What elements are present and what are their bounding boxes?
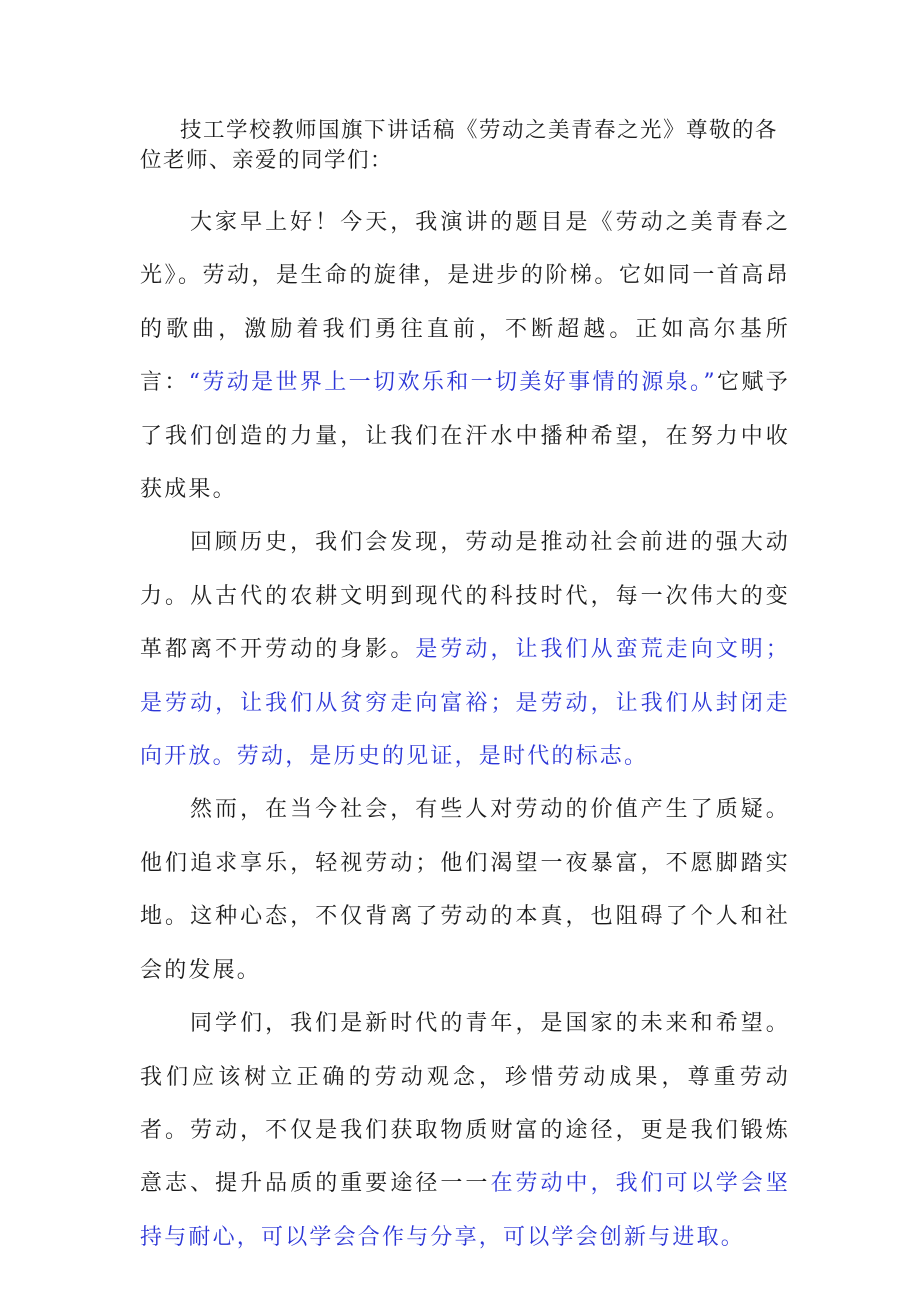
paragraph-4-highlight: 在劳动中，我们可以学会坚持与耐心，可以学会合作与分享，可以学会创新与进取。 — [140, 1171, 790, 1250]
paragraph-1-text: 大家早上好！今天，我演讲的题目是《劳动之美青春之光》。劳动，是生命的旋律，是进步的阶梯。它如同一首高昂的歌曲，激励着我们勇往直前，不断超越。正如高尔基所言： — [140, 210, 790, 396]
paragraph-2 — [140, 516, 790, 783]
paragraph-3: 然而，在当今社会，有些人对劳动的价值产生了质疑。他们追求享乐，轻视劳动；他们渴望一夜暴富，不愿脚踏实地。这种心态，不仅背离了劳动的本真，也阻碍了个人和社会的发展。 — [140, 797, 790, 983]
paragraph-1 — [140, 196, 790, 516]
paragraph-4 — [140, 997, 790, 1264]
document-title: 技工学校教师国旗下讲话稿《劳动之美青春之光》尊敬的各位老师、亲爱的同学们： — [140, 118, 779, 173]
paragraph-4-text: 同学们，我们是新时代的青年，是国家的未来和希望。我们应该树立正确的劳动观念，珍惜劳动成果，尊重劳动者。劳动，不仅是我们获取物质财富的途径，更是我们锻炼意志、提升品质的重要途径一一 — [140, 1011, 790, 1197]
gorky-quote: “劳动是世界上一切欢乐和一切美好事情的源泉。” — [188, 370, 717, 396]
document-body — [140, 196, 790, 1264]
paragraph-1-text-end: 它赋予了我们创造的力量，让我们在汗水中播种希望，在努力中收获成果。 — [140, 370, 790, 503]
paragraph-2-text: 回顾历史，我们会发现，劳动是推动社会前进的强大动力。从古代的农耕文明到现代的科技时代，每一次伟大的变革都离不开劳动的身影。 — [140, 530, 790, 663]
paragraph-2-highlight: 是劳动，让我们从蛮荒走向文明；是劳动，让我们从贫穷走向富裕；是劳动，让我们从封闭走向开放。劳动，是历史的见证，是时代的标志。 — [140, 637, 790, 770]
